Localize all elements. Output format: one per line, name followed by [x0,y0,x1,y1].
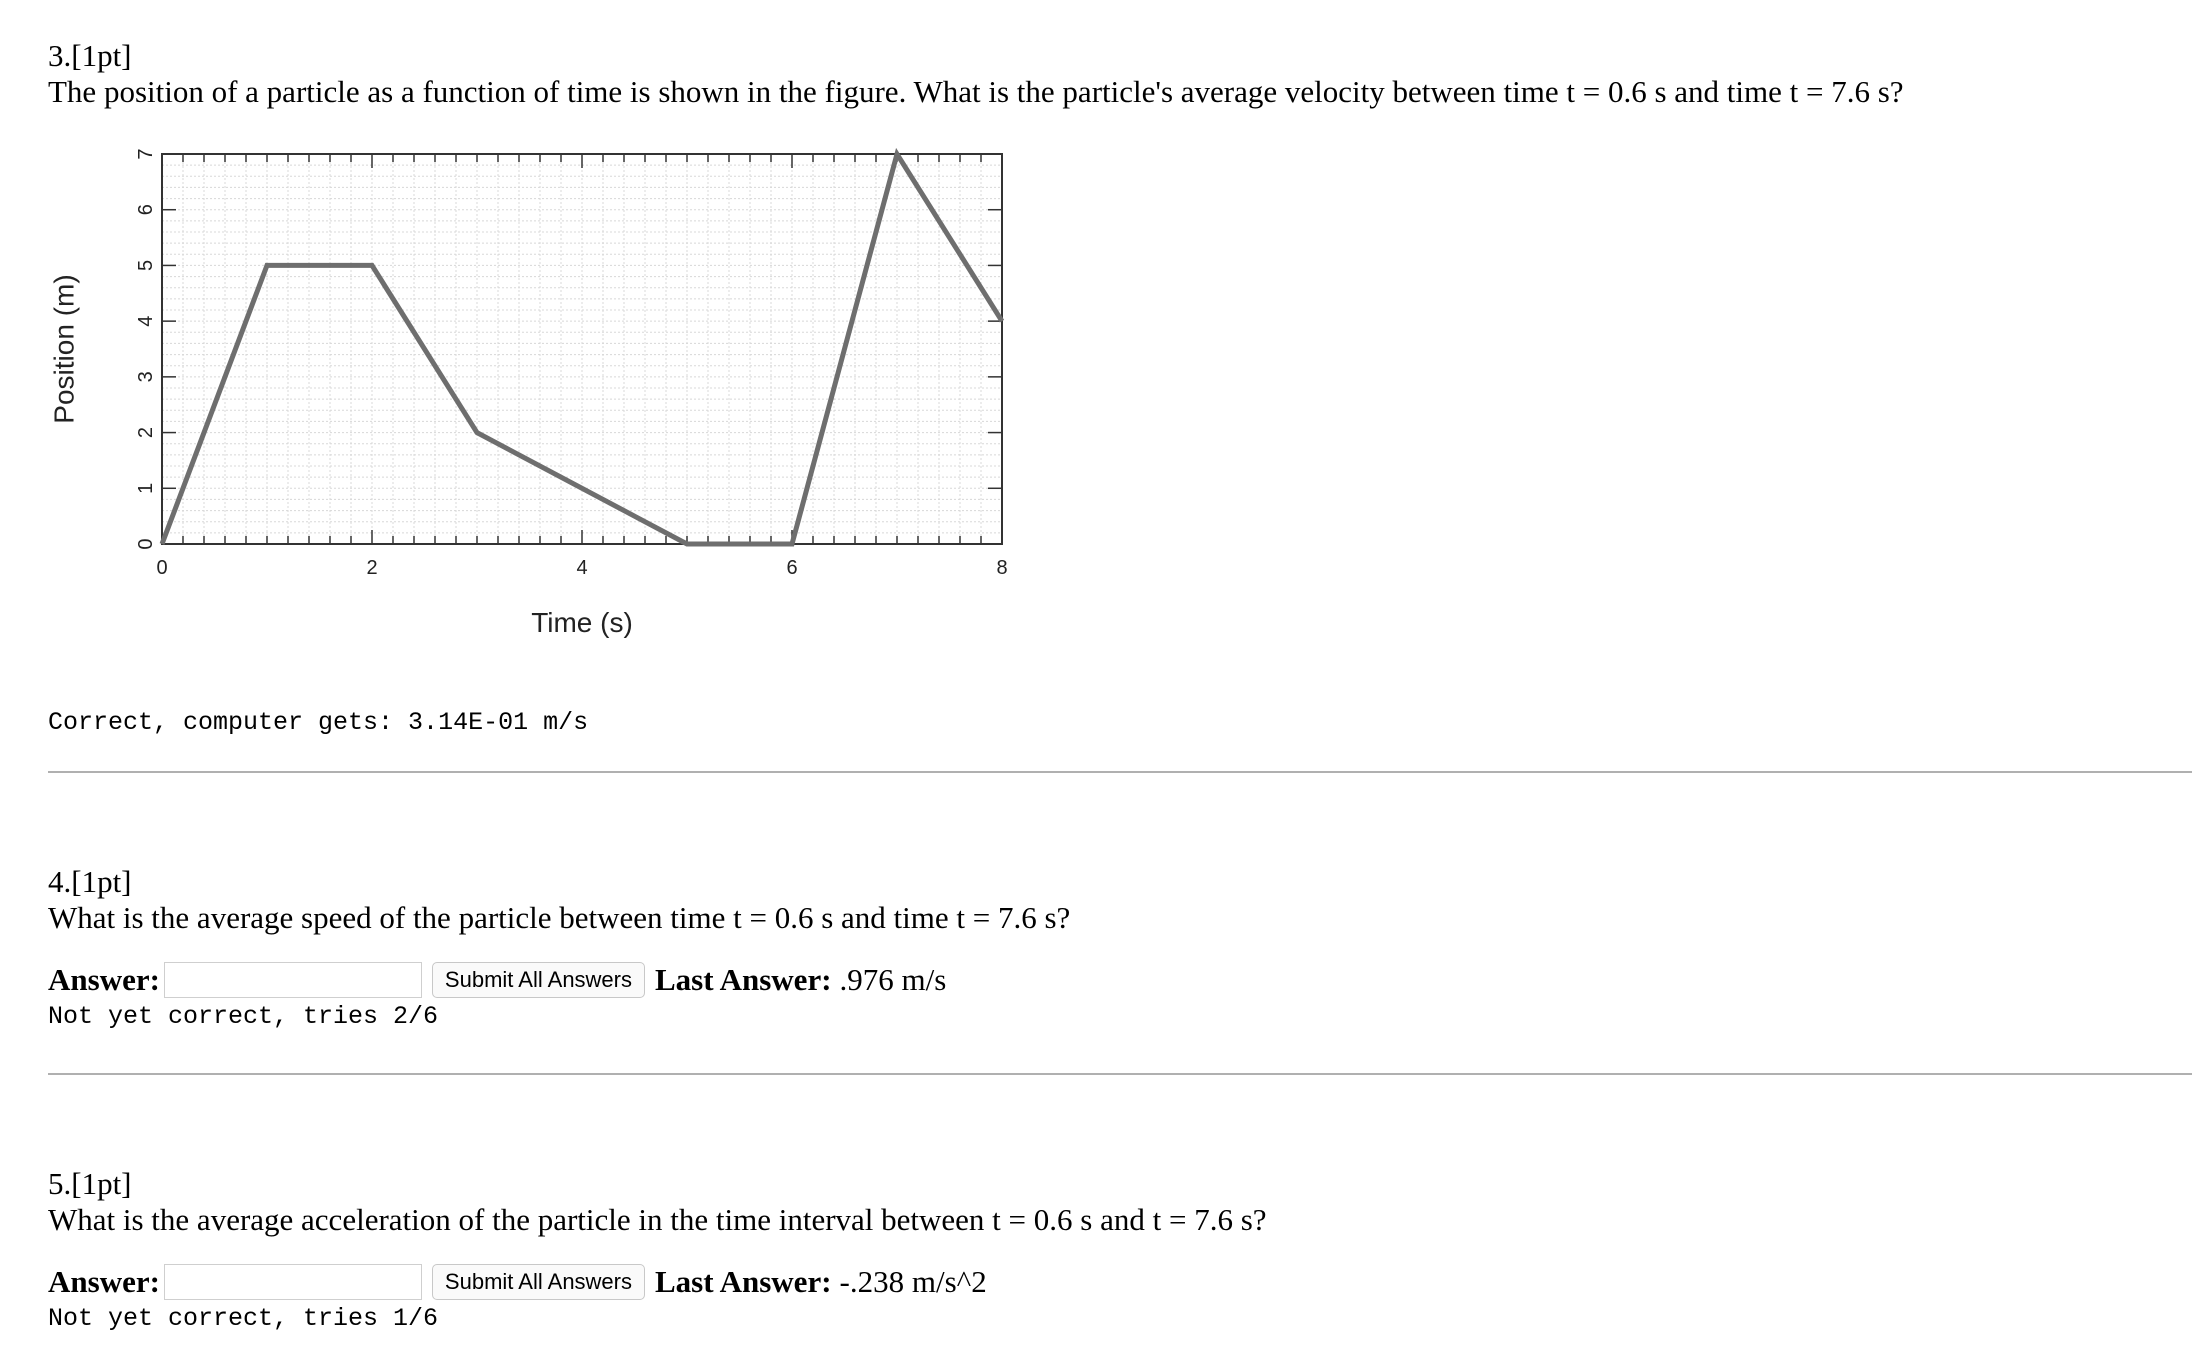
answer-input[interactable] [164,962,422,998]
problem-3-question: The position of a particle as a function of time is shown in the figure. What is the particle's average velocity between time t = 0.6 s and time t = 7.6 s? [48,74,1904,109]
x-axis-label: Time (s) [531,607,633,638]
problem-5-heading: 5.[1pt] [48,1166,132,1201]
last-answer-label: Last Answer: [655,1264,832,1299]
y-tick-label: 4 [135,315,157,327]
y-tick-label: 2 [135,427,157,439]
problem-5-status: Not yet correct, tries 1/6 [48,1304,439,1333]
problem-4-status: Not yet correct, tries 2/6 [48,1002,439,1031]
problem-4-question: What is the average speed of the particle between time t = 0.6 s and time t = 7.6 s? [48,900,1071,935]
y-tick-label: 0 [135,538,157,550]
x-tick-label: 6 [786,557,798,579]
submit-all-answers-button[interactable]: Submit All Answers [432,1264,645,1300]
y-tick-label: 5 [135,259,157,271]
problem-4 [48,864,1070,1031]
last-answer-value: -.238 m/s^2 [839,1264,987,1299]
x-tick-label: 2 [366,557,378,579]
x-tick-label: 8 [996,557,1008,579]
divider [48,1073,2192,1075]
problem-3-status: Correct, computer gets: 3.14E-01 m/s [48,708,589,737]
last-answer-value: .976 m/s [839,962,947,997]
problem-5-answer-row [48,1262,1267,1302]
y-tick-label: 3 [135,371,157,383]
last-answer-label: Last Answer: [655,962,832,997]
y-axis-label: Position (m) [48,274,80,424]
y-tick-label: 1 [135,482,157,494]
problem-5-question: What is the average acceleration of the particle in the time interval between t = 0.6 s and t = 7.6 s? [48,1202,1267,1237]
x-tick-label: 4 [576,557,588,579]
position-time-chart [30,130,1030,650]
problem-4-answer-row [48,960,1070,1000]
submit-all-answers-button[interactable]: Submit All Answers [432,962,645,998]
answer-input[interactable] [164,1264,422,1300]
answer-label: Answer: [48,1264,160,1299]
problem-3-heading: 3.[1pt] [48,38,132,73]
divider [48,771,2192,773]
answer-label: Answer: [48,962,160,997]
problem-3 [48,38,1904,110]
problem-5 [48,1166,1267,1333]
x-tick-label: 0 [156,557,168,579]
y-tick-label: 7 [135,148,157,160]
problem-4-heading: 4.[1pt] [48,864,132,899]
y-tick-label: 6 [135,204,157,216]
position-series-line [162,154,1002,544]
